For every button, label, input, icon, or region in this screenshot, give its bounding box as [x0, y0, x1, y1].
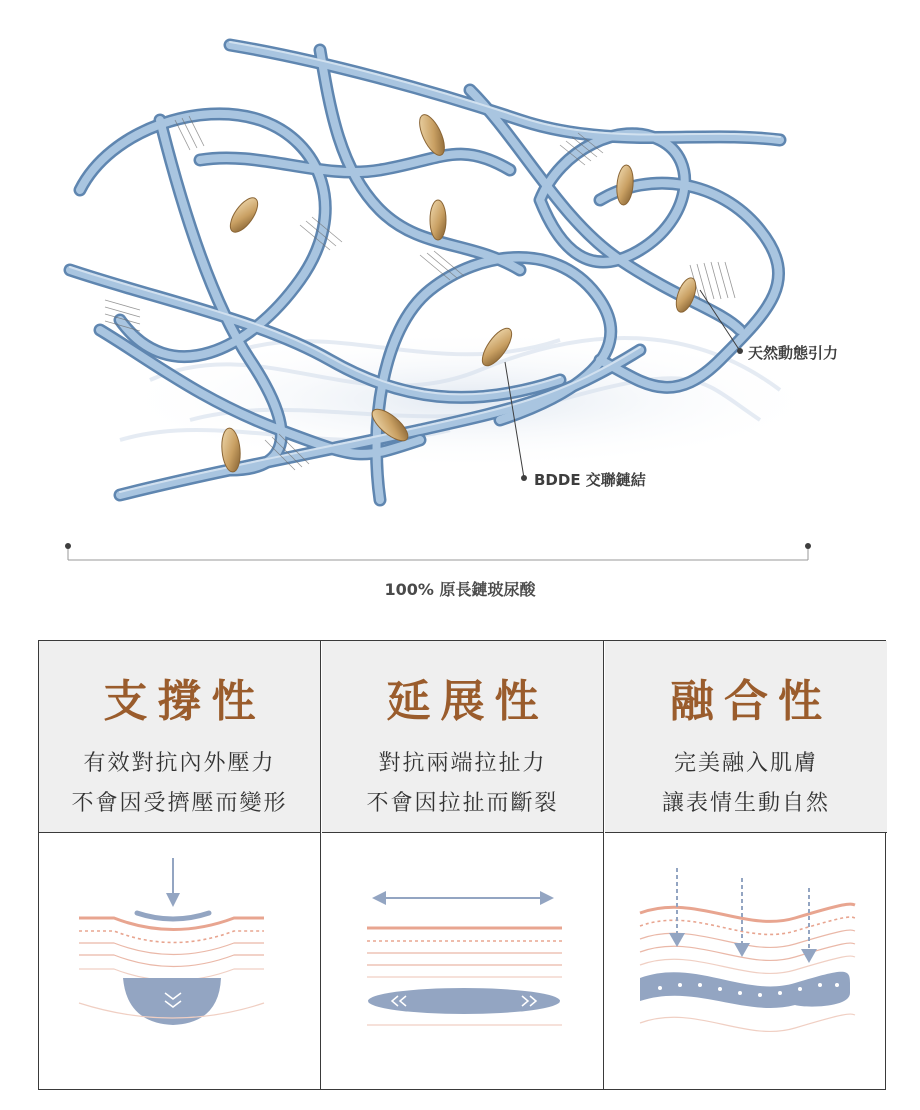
feature-table: [38, 640, 886, 1090]
feature-header: [322, 641, 603, 833]
callout-crosslink-label: BDDE 交聯鏈結: [534, 471, 646, 489]
feature-description: [322, 744, 603, 824]
feature-column-integration: [605, 641, 887, 1089]
feature-description-line: 不會因拉扯而斷裂: [366, 791, 559, 816]
feature-header: [605, 641, 887, 833]
feature-description: [605, 744, 887, 824]
compression-support-icon: [39, 833, 320, 1089]
scale-label: 100% 原長鏈玻尿酸: [384, 580, 536, 599]
feature-description-line: 讓表情生動自然: [661, 791, 830, 816]
feature-description-line: 有效對抗內外壓力: [83, 751, 276, 776]
callout-dot-tension: [737, 348, 743, 354]
length-scale-bar: [65, 543, 811, 560]
callout-tension-label: 天然動態引力: [748, 344, 839, 362]
callout-dot-crosslink: [521, 475, 527, 481]
feature-description-line: 對抗兩端拉扯力: [378, 751, 547, 776]
feature-title: 延展性: [386, 676, 549, 727]
feature-description: [39, 744, 320, 824]
feature-header: [39, 641, 320, 833]
feature-description-line: 完美融入肌膚: [673, 751, 818, 776]
feature-column-stretch: [322, 641, 604, 1089]
stretch-elasticity-icon: [322, 833, 603, 1089]
feature-column-support: [39, 641, 321, 1089]
feature-description-line: 不會因受擠壓而變形: [71, 791, 288, 816]
feature-title: 支撐性: [103, 676, 266, 727]
skin-integration-icon: [605, 833, 887, 1089]
feature-title: 融合性: [670, 676, 832, 727]
